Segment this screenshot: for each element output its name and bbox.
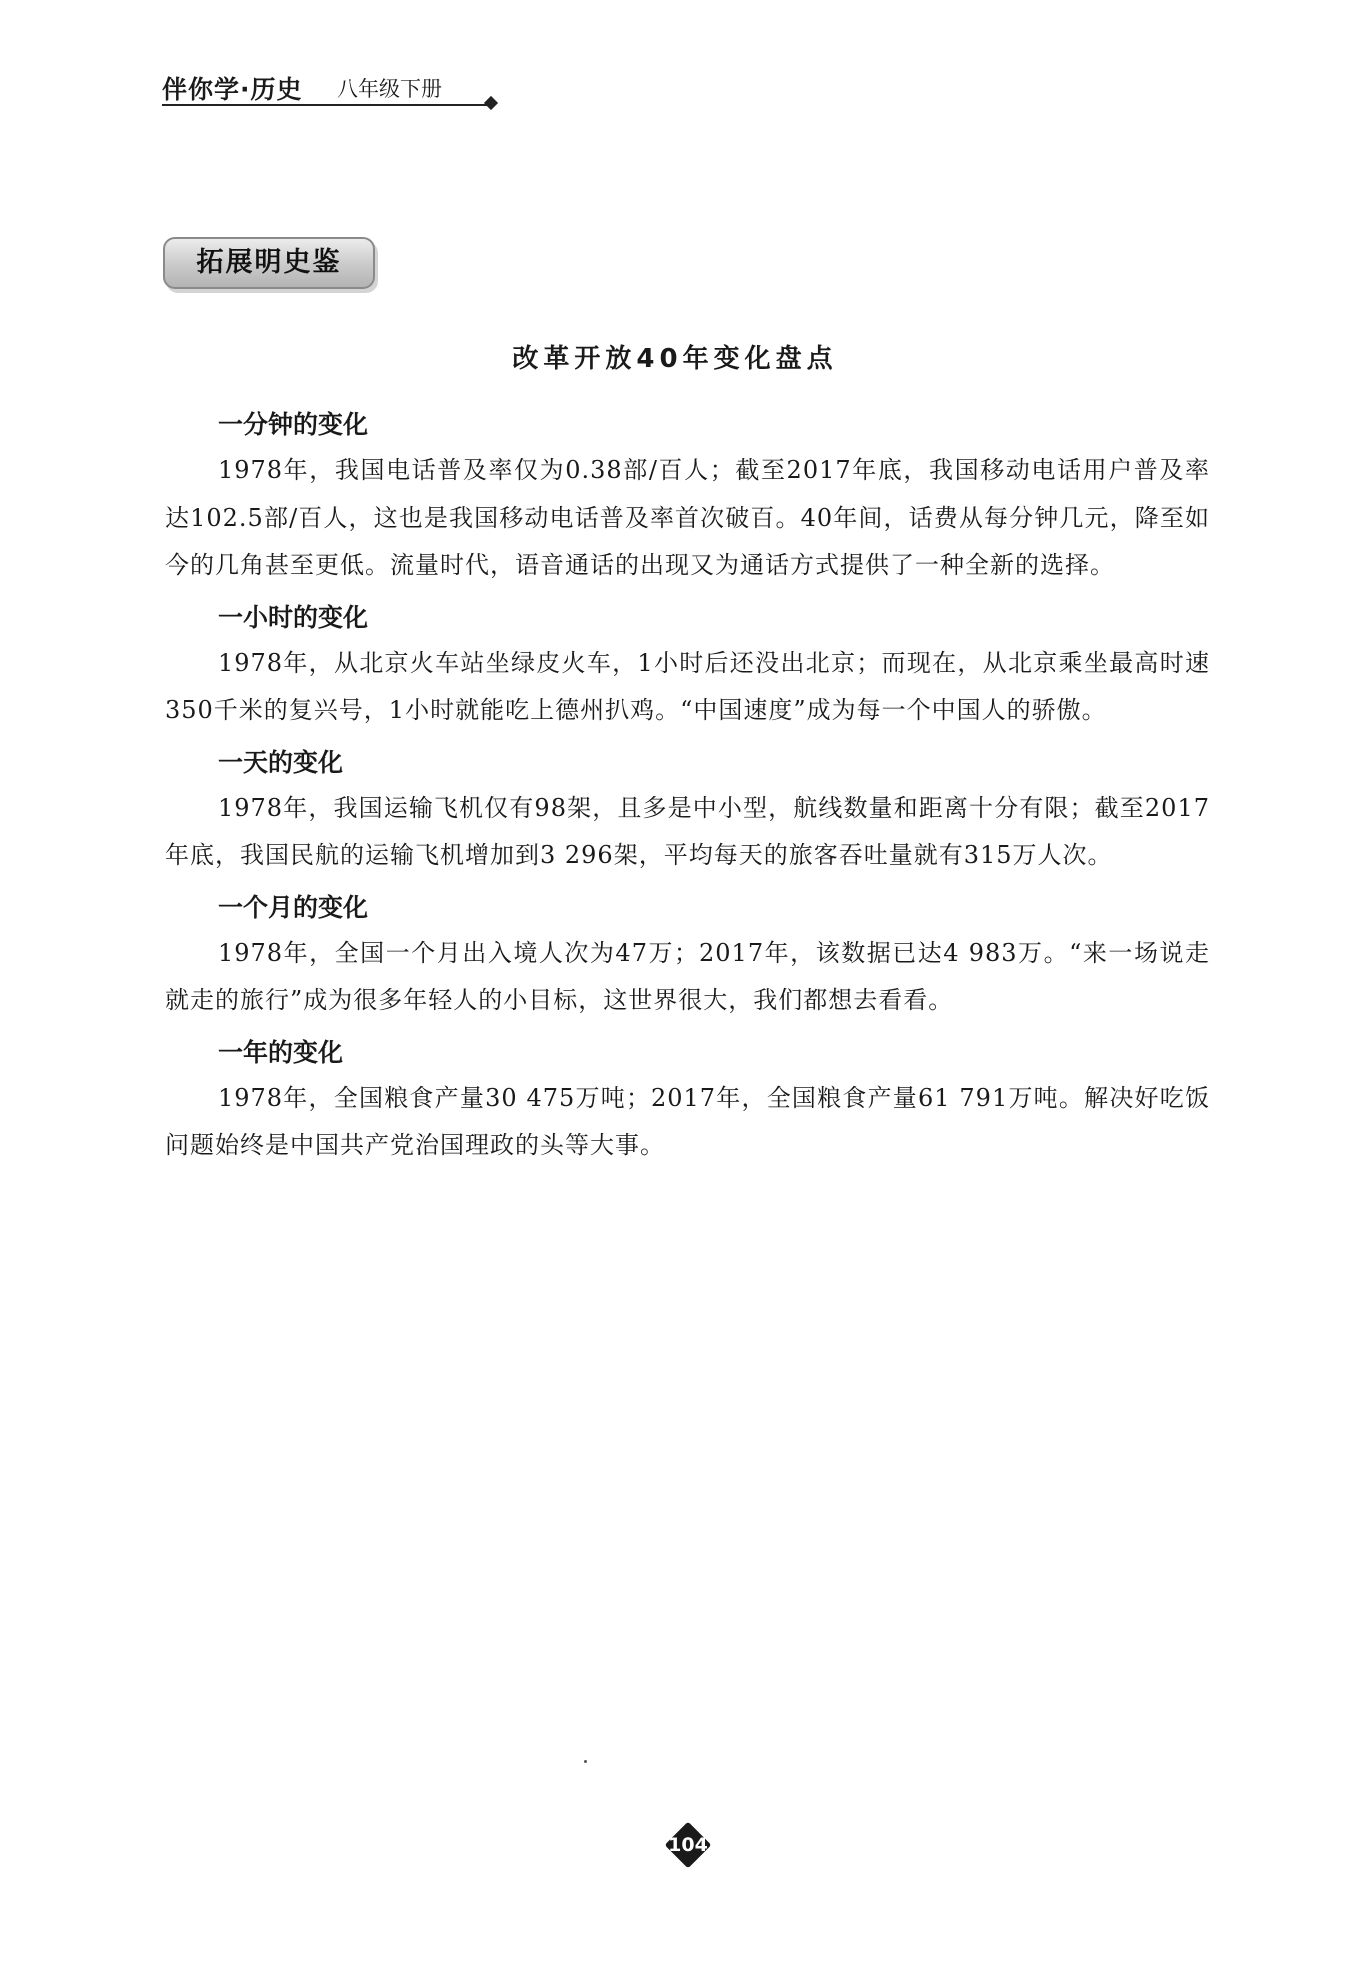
header-rule [162, 104, 492, 106]
section-paragraph: 1978年，全国一个月出入境人次为47万；2017年，该数据已达4 983万。“来一场说走就走的旅行”成为很多年轻人的小目标，这世界很大，我们都想去看看。 [165, 938, 1210, 1014]
article-body [165, 403, 1210, 1176]
section-paragraph: 1978年，全国粮食产量30 475万吨；2017年，全国粮食产量61 791万吨。解决好吃饭问题始终是中国共产党治国理政的头等大事。 [165, 1083, 1210, 1159]
article-section [165, 741, 1210, 880]
section-heading: 一小时的变化 [218, 602, 369, 632]
section-paragraph: 1978年，我国电话普及率仅为0.38部/百人；截至2017年底，我国移动电话用户普及率达102.5部/百人，这也是我国移动电话普及率首次破百。40年间，话费从每分钟几元，降至如今的几角甚至更低。流量时代，语音通话的出现又为通话方式提供了一种全新的选择。 [165, 456, 1210, 579]
stray-dot [584, 1760, 587, 1763]
header-brand: 伴你学·历史 [162, 75, 303, 104]
header-book-volume: 八年级下册 [337, 77, 442, 101]
running-header [162, 70, 507, 110]
section-heading: 一年的变化 [218, 1037, 344, 1067]
article-title: 改革开放40年变化盘点 [512, 344, 838, 374]
header-diamond-icon [484, 96, 498, 110]
page-number-badge [665, 1822, 711, 1868]
section-badge [163, 237, 375, 289]
section-paragraph: 1978年，我国运输飞机仅有98架，且多是中小型，航线数量和距离十分有限；截至2017年底，我国民航的运输飞机增加到3 296架，平均每天的旅客吞吐量就有315万人次。 [165, 793, 1210, 869]
section-heading: 一分钟的变化 [218, 410, 369, 439]
section-paragraph: 1978年，从北京火车站坐绿皮火车，1小时后还没出北京；而现在，从北京乘坐最高时速350千米的复兴号，1小时就能吃上德州扒鸡。“中国速度”成为每一个中国人的骄傲。 [165, 648, 1210, 724]
page-number: 104 [668, 1834, 708, 1856]
article-section [165, 403, 1210, 590]
section-heading: 一天的变化 [218, 747, 344, 777]
section-badge-label: 拓展明史鉴 [196, 247, 342, 278]
section-heading: 一个月的变化 [218, 892, 369, 922]
article-section [165, 596, 1210, 735]
article-section [165, 886, 1210, 1025]
article-section [165, 1031, 1210, 1170]
